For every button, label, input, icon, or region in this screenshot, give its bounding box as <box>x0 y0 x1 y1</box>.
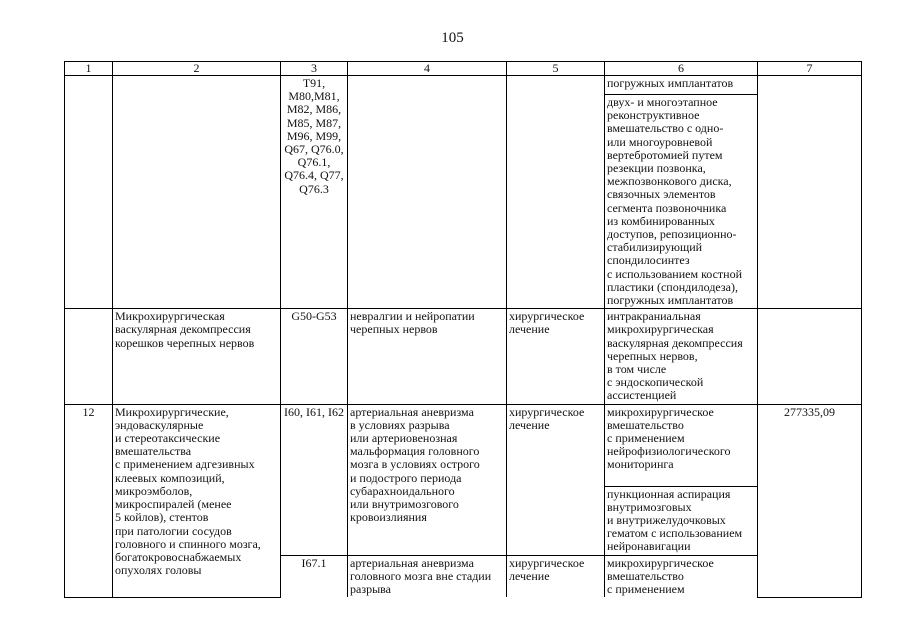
column-number-4: 4 <box>348 62 507 76</box>
cell-icd-codes: T91, M80,M81, M82, M86, M85, M87, M96, M99, Q67, Q76.0, Q76.1, Q76.4, Q77, Q76.3 <box>281 76 348 309</box>
cell-patient-model <box>348 76 507 309</box>
column-number-1: 1 <box>65 62 113 76</box>
column-number-7: 7 <box>758 62 862 76</box>
cell-cost <box>758 309 862 404</box>
cell-intervention-name <box>113 76 281 309</box>
cell-treatment-method: двух- и многоэтапное реконструктивное вмешательство с одно- или многоуровневой вертебротомией путем резекции позвонка, межпозвонкового диска, связочных элементов сегмента позвоночника из комбинированных доступов, репозиционно- стабилизирующий спондилосинтез с использованием костной пластики (спондилодеза), погружных имплантатов <box>605 95 758 309</box>
cell-cost: 277335,09 <box>758 404 862 597</box>
cell-cost <box>758 76 862 309</box>
cell-icd-codes: I67.1 <box>281 555 348 597</box>
cell-number: 12 <box>65 404 113 597</box>
cell-intervention-name: Микрохирургическая васкулярная декомпрессия корешков черепных нервов <box>113 309 281 404</box>
table-row <box>65 404 862 486</box>
column-number-6: 6 <box>605 62 758 76</box>
cell-icd-codes: I60, I61, I62 <box>281 404 348 555</box>
table-row <box>65 309 862 404</box>
cell-treatment-method: погружных имплантатов <box>605 76 758 95</box>
column-number-2: 2 <box>113 62 281 76</box>
cell-number <box>65 309 113 404</box>
cell-treatment-method: микрохирургическое вмешательство с применением нейрофизиологического мониторинга <box>605 404 758 486</box>
cell-patient-model: артериальная аневризма головного мозга вне стадии разрыва <box>348 555 507 597</box>
cell-patient-model: невралгии и нейропатии черепных нервов <box>348 309 507 404</box>
cell-treatment-method: интракраниальная микрохирургическая васкулярная декомпрессия черепных нервов, в том числе с эндоскопической ассистенцией <box>605 309 758 404</box>
column-number-5: 5 <box>507 62 605 76</box>
cell-treatment-type: хирургическое лечение <box>507 555 605 597</box>
cell-icd-codes: G50-G53 <box>281 309 348 404</box>
cell-patient-model: артериальная аневризма в условиях разрыва или артериовенозная мальформация головного мозга в условиях острого и подострого периода субарахноидального или внутримозгового кровоизлияния <box>348 404 507 555</box>
table-row <box>65 76 862 95</box>
cell-treatment-type <box>507 76 605 309</box>
cell-number <box>65 76 113 309</box>
cell-treatment-method: пункционная аспирация внутримозговых и внутрижелудочковых гематом с использованием нейронавигации <box>605 486 758 555</box>
cell-treatment-type: хирургическое лечение <box>507 309 605 404</box>
medical-care-table <box>64 61 862 598</box>
page-number: 105 <box>441 30 464 46</box>
column-number-3: 3 <box>281 62 348 76</box>
column-number-row <box>65 62 862 76</box>
cell-intervention-name: Микрохирургические, эндоваскулярные и стереотаксические вмешательства с применением адгезивных клеевых композиций, микроэмболов, микроспиралей (менее 5 койлов), стентов при патологии сосудов головного и спинного мозга, богатокровоснабжаемых опухолях головы <box>113 404 281 597</box>
cell-treatment-type: хирургическое лечение <box>507 404 605 555</box>
cell-treatment-method: микрохирургическое вмешательство с применением <box>605 555 758 597</box>
